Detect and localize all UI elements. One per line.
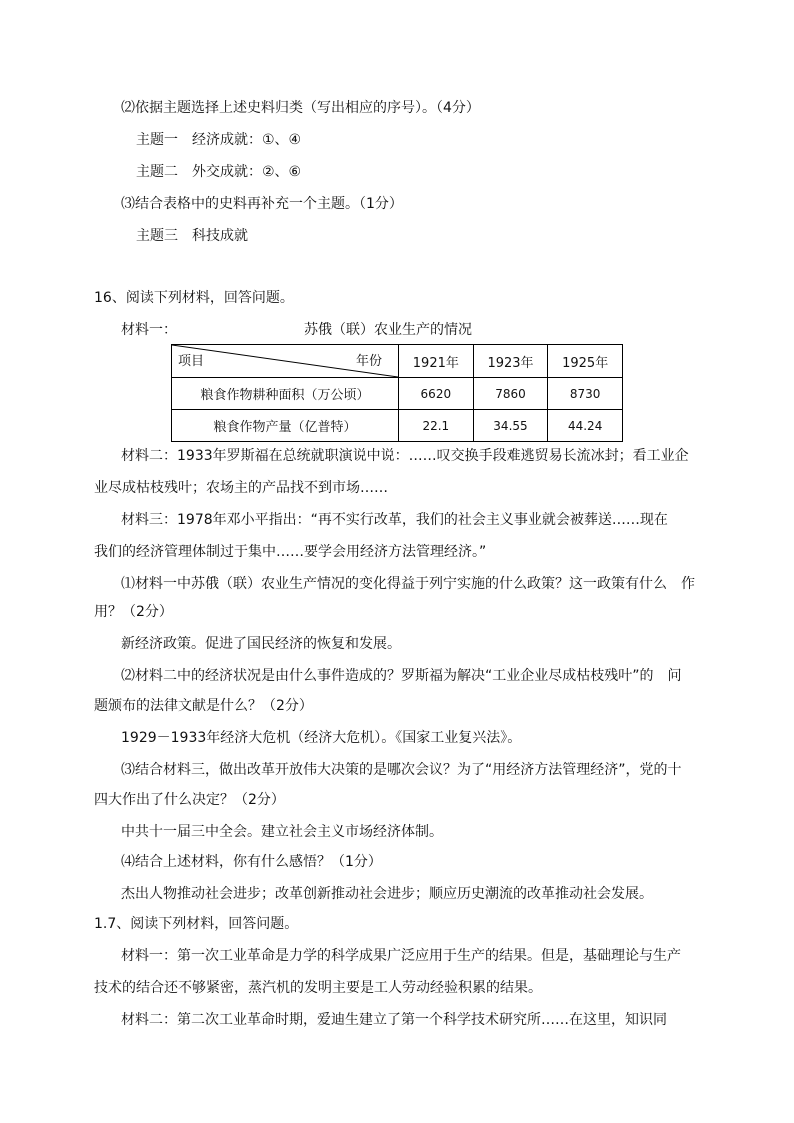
row-label: 粮食作物产量（亿普特） (172, 410, 399, 442)
question-16-3-line-1: ⑶结合材料三，做出改革开放伟大决策的是哪次会议？为了“用经济方法管理经济”，党的十 (121, 762, 682, 778)
table-diagonal-header (172, 345, 399, 378)
table-cell: 7860 (473, 378, 548, 410)
question-16-2-line-2: 题颁布的法律文献是什么？（2分） (94, 698, 313, 714)
answer-16-2: 1929－1933年经济大危机（经济大危机）。《国家工业复兴法》。 (121, 730, 522, 746)
question-17-heading: 1.7、阅读下列材料，回答问题。 (94, 916, 299, 932)
answer-16-1: 新经济政策。促进了国民经济的恢复和发展。 (121, 636, 401, 652)
material-2-line-1: 材料二：1933年罗斯福在总统就职演说中说：……叹交换手段难逃贸易长流冰封；看工业企 (121, 448, 689, 464)
material-3-line-2: 我们的经济管理体制过于集中……要学会用经济方法管理经济。” (94, 544, 487, 560)
question-16-2-line-1: ⑵材料二中的经济状况是由什么事件造成的？罗斯福为解决“工业企业尽成枯枝残叶”的 问 (121, 668, 682, 684)
question-15-2: ⑵依据主题选择上述史料归类（写出相应的序号）。（4分） (121, 100, 480, 116)
table-cell: 8730 (548, 378, 623, 410)
table-row (172, 378, 623, 410)
material-17-1-line-1: 材料一：第一次工业革命是力学的科学成果广泛应用于生产的结果。但是，基础理论与生产 (121, 948, 681, 964)
header-year-label: 年份 (355, 354, 382, 369)
material-2-line-2: 业尽成枯枝残叶；农场主的产品找不到市场…… (94, 480, 388, 496)
header-year-cell: 1921年 (399, 345, 474, 378)
material-17-2-line-1: 材料二：第二次工业革命时期，爱迪生建立了第一个科学技术研究所……在这里，知识同 (121, 1012, 667, 1028)
material-1-label: 材料一： (121, 322, 177, 338)
header-year-cell: 1925年 (548, 345, 623, 378)
question-16-1-line-2: 用？（2分） (94, 604, 173, 620)
answer-theme-2: 主题二 外交成就：②、⑥ (136, 164, 302, 180)
table-title: 苏俄（联）农业生产的情况 (304, 322, 472, 338)
question-15-3: ⑶结合表格中的史料再补充一个主题。（1分） (121, 196, 403, 212)
answer-theme-1: 主题一 经济成就：①、④ (136, 132, 302, 148)
table-cell: 44.24 (548, 410, 623, 442)
question-16-heading: 16、阅读下列材料，回答问题。 (94, 290, 294, 306)
table-row (172, 410, 623, 442)
table-cell: 34.55 (473, 410, 548, 442)
question-16-3-line-2: 四大作出了什么决定？（2分） (94, 792, 285, 808)
material-3-line-1: 材料三：1978年邓小平指出：“再不实行改革，我们的社会主义事业就会被葬送……现在 (121, 512, 668, 528)
table-header-row (172, 345, 623, 378)
answer-16-4: 杰出人物推动社会进步；改革创新推动社会进步；顺应历史潮流的改革推动社会发展。 (121, 886, 653, 902)
table-cell: 6620 (399, 378, 474, 410)
answer-16-3: 中共十一届三中全会。建立社会主义市场经济体制。 (121, 824, 443, 840)
agriculture-table (171, 344, 623, 442)
answer-theme-3: 主题三 科技成就 (136, 228, 248, 244)
question-16-4: ⑷结合上述材料，你有什么感悟？（1分） (121, 854, 382, 870)
header-item-label: 项目 (178, 354, 205, 369)
table-cell: 22.1 (399, 410, 474, 442)
material-17-1-line-2: 技术的结合还不够紧密，蒸汽机的发明主要是工人劳动经验积累的结果。 (94, 980, 542, 996)
row-label: 粮食作物耕种面积（万公顷） (172, 378, 399, 410)
header-year-cell: 1923年 (473, 345, 548, 378)
question-16-1-line-1: ⑴材料一中苏俄（联）农业生产情况的变化得益于列宁实施的什么政策？这一政策有什么 作 (121, 576, 695, 592)
